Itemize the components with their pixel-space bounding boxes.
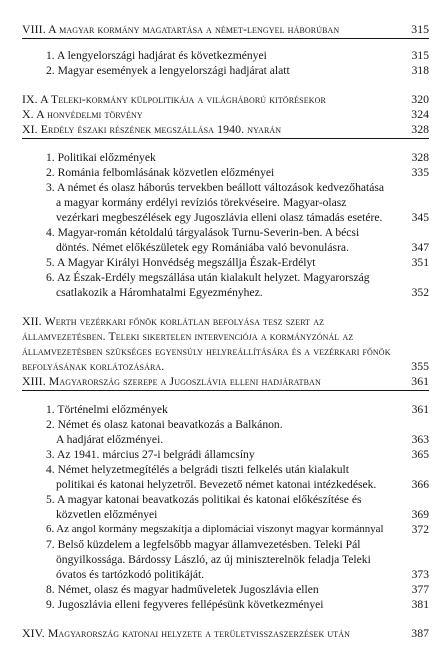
toc-page-number: 347 (411, 241, 429, 254)
toc-title-line: döntés. Német előkészületek egy Romániába való bevonulásra. (56, 241, 349, 254)
toc-title (46, 462, 399, 492)
toc-title (22, 626, 399, 641)
toc-title-line: a területvisszaszerzések után (205, 626, 351, 640)
toc-section-xiii-6[interactable] (22, 522, 429, 537)
toc-page-number: 328 (411, 151, 429, 164)
toc-title (46, 417, 399, 447)
toc-page-number: 365 (411, 448, 429, 461)
toc-page-number: 373 (411, 568, 429, 581)
toc-title: XIII. Magyarország szerepe a Jugoszlávia elleni hadjáratban (22, 374, 321, 388)
toc-page-number: 372 (411, 523, 429, 536)
toc-title (46, 492, 399, 522)
toc-title-line: 5. A magyar katonai beavatkozás politikai és katonai előkészítése és (46, 493, 362, 506)
toc-title: 1. Történelmi előzmények (46, 403, 168, 416)
toc-title-line: vezérkari megbeszélések egy Jugoszlávia elleni olasz támadás esetére. (56, 211, 383, 224)
toc-page-number: 369 (411, 508, 429, 521)
toc-title-line: 4. Magyar-román kétoldalú tárgyalások Turnu-Severin-ben. A bécsi (46, 226, 360, 239)
toc-title-line: 7. Belső küzdelem a legfelsőbb magyar államvezetésben. Teleki Pál (46, 538, 361, 551)
toc-title (46, 270, 399, 300)
toc-title-line: 4. Német helyzetmegítélés a belgrádi tiszti felkelés után kialakult (46, 463, 349, 476)
toc-title: 8. Német, olasz és magyar hadműveletek Jugoszlávia ellen (46, 583, 319, 596)
toc-chapter-viii[interactable] (22, 22, 429, 39)
toc-page-number: 318 (411, 64, 429, 77)
toc-title-line: öngyilkossága. Bárdossy László, az új miniszterelnök feladja Teleki (56, 553, 371, 566)
toc-page-number: 328 (411, 122, 429, 136)
toc-section-viii-1[interactable] (22, 48, 429, 63)
toc-page-number: 335 (411, 166, 429, 179)
toc-title: XI. Erdély északi részének megszállása 1940. nyarán (22, 122, 282, 136)
toc-page-number: 320 (411, 92, 429, 106)
toc-title: 1. A lengyelországi hadjárat és következményei (46, 49, 267, 62)
toc-title-line: a magyar kormány erdélyi revíziós törekvéseire. Magyar-olasz (56, 196, 347, 209)
toc-section-xiii-9[interactable] (22, 597, 429, 612)
toc-page-number: 351 (411, 256, 429, 269)
toc-section-xi-5[interactable] (22, 255, 429, 270)
toc-title-line: A hadjárat előzményei. (56, 433, 164, 446)
toc-page-number: 345 (411, 211, 429, 224)
toc-title-line: 3. A német és olasz háborús tervekben beállott változások kedvezőhatása (46, 181, 385, 194)
toc-page-number: 315 (411, 22, 429, 36)
toc-page-number: 387 (411, 626, 429, 640)
toc-title-line: 2. Német és olasz katonai beavatkozás a Balkánon. (46, 418, 283, 431)
toc-page-number: 363 (411, 433, 429, 446)
toc-title-line: és a vezérkari főnök befolyásának korlátozására. (22, 344, 391, 373)
toc-title: 2. Magyar események a lengyelországi hadjárat alatt (46, 64, 290, 77)
toc-page-number: 361 (411, 374, 429, 388)
toc-title: 6. Az angol kormány megszakítja a diplomáciai viszonyt magyar kormánnyal (46, 523, 384, 535)
toc-title (46, 180, 399, 225)
toc-title: X. A honvédelmi törvény (22, 107, 143, 121)
toc-page-number: 381 (411, 598, 429, 611)
toc-title: VIII. A magyar kormány magatartása a német-lengyel háborúban (22, 22, 340, 36)
toc-title: 3. Az 1941. március 27-i belgrádi államcsíny (46, 448, 255, 461)
toc-chapter-x[interactable] (22, 107, 429, 122)
toc-title (22, 314, 399, 374)
toc-section-xi-6[interactable] (22, 270, 429, 300)
toc-page-number: 377 (411, 583, 429, 596)
toc-title: 1. Politikai előzmények (46, 151, 156, 164)
toc-title (46, 537, 399, 582)
toc-title-line: XII. Werth vezérkari főnök korlátlan befolyása tesz szert az (22, 314, 325, 328)
toc-page-number: 366 (411, 478, 429, 491)
toc-title-line: közvetlen előzményei (56, 508, 158, 521)
toc-section-xi-3[interactable] (22, 180, 429, 225)
toc-chapter-xiv[interactable] (22, 626, 429, 641)
toc-title (46, 225, 399, 255)
toc-title: 5. A Magyar Királyi Honvédség megszállja Észak-Erdélyt (46, 256, 316, 269)
toc-page-number: 361 (411, 403, 429, 416)
toc-section-xiii-5[interactable] (22, 492, 429, 522)
toc-section-xiii-1[interactable] (22, 402, 429, 417)
toc-section-xi-4[interactable] (22, 225, 429, 255)
toc-title-line: csatlakozik a Háromhatalmi Egyezményhez. (56, 286, 263, 299)
toc-page-number: 315 (411, 49, 429, 62)
toc-section-xiii-2[interactable] (22, 417, 429, 447)
toc-page-number: 352 (411, 286, 429, 299)
toc-title-line: XIV. Magyarország katonai helyzete (22, 626, 203, 640)
toc-section-xi-2[interactable] (22, 165, 429, 180)
toc-chapter-xi[interactable] (22, 122, 429, 139)
toc-chapter-xiii[interactable] (22, 374, 429, 391)
toc-title: 9. Jugoszlávia elleni fegyveres fellépésünk következményei (46, 598, 324, 611)
toc-section-xiii-8[interactable] (22, 582, 429, 597)
toc-title-line: államvezetésben. Teleki sikertelen intervenciója a kormányzónál (22, 329, 340, 343)
toc-page-number: 324 (411, 107, 429, 121)
toc-section-xiii-4[interactable] (22, 462, 429, 492)
toc-title-line: politikai és katonai helyzetről. Bevezető német katonai intézkedések. (56, 478, 377, 491)
toc-section-viii-2[interactable] (22, 63, 429, 78)
toc-chapter-xii[interactable] (22, 314, 429, 374)
toc-title-line: az államvezetésben szükséges egyensúly helyreállítására (22, 329, 354, 358)
toc-title: IX. A Teleki-kormány külpolitikája a világháború kitörésekor (22, 92, 326, 106)
toc-page-number: 355 (411, 359, 429, 373)
toc-title: 2. Románia felbomlásának közvetlen előzményei (46, 166, 275, 179)
toc-section-xiii-7[interactable] (22, 537, 429, 582)
toc-title-line: óvatos és tartózkodó politikáját. (56, 568, 205, 581)
toc-title-line: 6. Az Észak-Erdély megszállása után kialakult helyzet. Magyarország (46, 271, 370, 284)
toc-section-xi-1[interactable] (22, 150, 429, 165)
toc-section-xiii-3[interactable] (22, 447, 429, 462)
toc-chapter-ix[interactable] (22, 92, 429, 107)
